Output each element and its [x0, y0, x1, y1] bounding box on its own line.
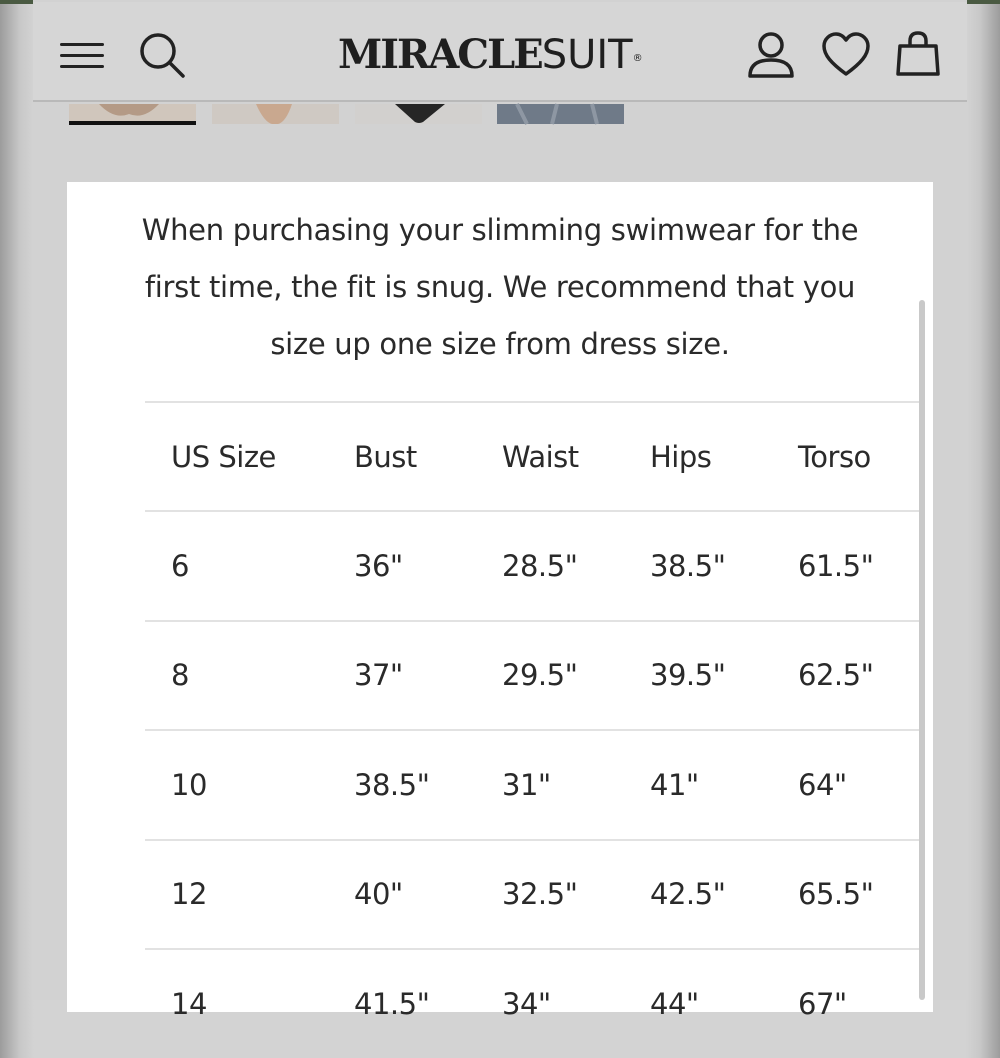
site-header — [33, 2, 967, 102]
table-cell: 6 — [171, 549, 189, 584]
table-row — [145, 840, 922, 949]
table-cell: 41" — [650, 767, 699, 802]
thumbnail-3-image — [355, 104, 482, 124]
menu-icon-line — [60, 65, 104, 68]
table-cell: 36" — [354, 549, 403, 584]
table-cell: 67" — [798, 987, 847, 1022]
table-cell: 64" — [798, 767, 847, 802]
table-cell: 8 — [171, 658, 189, 693]
table-cell: 41.5" — [354, 987, 430, 1022]
column-header: Waist — [502, 439, 579, 474]
bag-icon — [893, 30, 943, 80]
column-header: Torso — [798, 439, 871, 474]
table-cell: 39.5" — [650, 658, 726, 693]
table-cell: 31" — [502, 767, 551, 802]
table-row — [145, 621, 922, 730]
thumbnail-active-indicator — [69, 121, 196, 125]
logo-trademark: ® — [632, 53, 642, 64]
table-cell: 62.5" — [798, 658, 874, 693]
table-cell: 65.5" — [798, 877, 874, 912]
table-cell: 42.5" — [650, 877, 726, 912]
size-chart-table — [145, 401, 922, 1058]
table-header-row — [145, 402, 922, 511]
column-header: US Size — [171, 439, 276, 474]
table-cell: 10 — [171, 767, 207, 802]
brand-logo[interactable] — [338, 30, 648, 80]
table-row — [145, 511, 922, 620]
wishlist-button[interactable] — [821, 30, 871, 80]
table-cell: 44" — [650, 987, 699, 1022]
account-icon — [746, 30, 796, 80]
thumbnail-2[interactable] — [212, 104, 339, 124]
search-icon — [137, 30, 187, 80]
table-cell: 29.5" — [502, 658, 578, 693]
cart-button[interactable] — [893, 30, 943, 80]
table-cell: 40" — [354, 877, 403, 912]
table-row — [145, 730, 922, 839]
search-button[interactable] — [137, 30, 187, 80]
column-header: Bust — [354, 439, 417, 474]
thumbnail-4[interactable] — [497, 104, 624, 124]
size-guide-intro: When purchasing your slimming swimwear for the first time, the fit is snug. We recommend that you size up one size from dress size. — [141, 213, 859, 361]
table-cell: 38.5" — [354, 767, 430, 802]
logo-bold-text: MIRACLE — [338, 31, 542, 78]
table-cell: 14 — [171, 987, 207, 1022]
menu-icon-line — [60, 43, 104, 46]
account-button[interactable] — [746, 30, 796, 80]
menu-icon-line — [60, 54, 104, 57]
logo-light-text: SUIT — [541, 32, 633, 78]
thumbnail-2-image — [212, 104, 339, 124]
table-cell: 61.5" — [798, 549, 874, 584]
column-header: Hips — [650, 439, 712, 474]
size-guide-panel — [67, 182, 933, 1022]
thumbnail-3[interactable] — [355, 104, 482, 124]
panel-scrollbar[interactable] — [919, 300, 925, 1000]
table-row — [145, 949, 922, 1058]
table-cell: 28.5" — [502, 549, 578, 584]
thumbnail-4-image — [497, 104, 624, 124]
phone-screen — [33, 0, 967, 1022]
menu-button[interactable] — [60, 39, 104, 71]
table-cell: 34" — [502, 987, 551, 1022]
table-cell: 37" — [354, 658, 403, 693]
table-cell: 32.5" — [502, 877, 578, 912]
heart-icon — [821, 30, 871, 80]
table-cell: 12 — [171, 877, 207, 912]
table-cell: 38.5" — [650, 549, 726, 584]
